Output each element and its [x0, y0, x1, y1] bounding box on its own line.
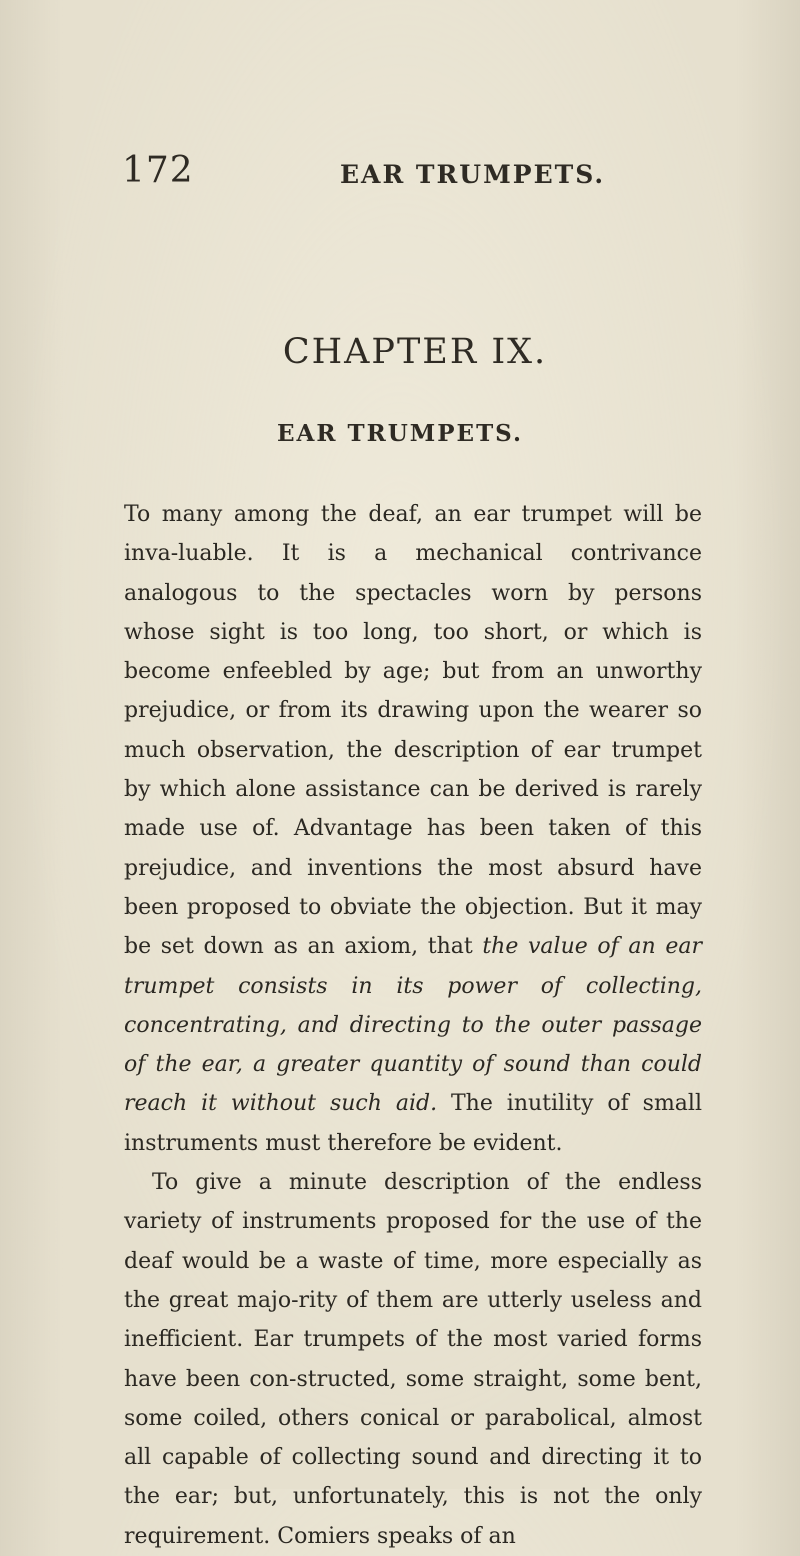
paragraph-1 [124, 495, 702, 1163]
chapter-heading [0, 332, 800, 372]
chapter-title: EAR TRUMPETS. [277, 420, 523, 447]
paragraph-1-conclusion: The inutility of small instruments must therefore be evident. [124, 1091, 702, 1156]
page-number: 172 [122, 150, 194, 191]
chapter-label: CHAPTER IX. [282, 332, 548, 372]
running-head [122, 150, 722, 190]
paragraph-2: To give a minute description of the endless variety of instruments proposed for the use of the deaf would be a waste of time, more especially as the great majo-rity of them are utterly useless and inefficient. Ear trumpets of the most varied forms have been con-structed, some straight, some bent, some coiled, others conical or parabolical, almost all capable of collecting sound and directing it to the ear; but, unfortunately, this is not the only requirement. Comiers speaks of an [124, 1170, 702, 1549]
paragraph-1-italic-axiom: the value of an ear trumpet consists in its power of collecting, concentrating, and directing to the outer passage of the ear, a greater quantity of sound than could reach it without such aid. [124, 934, 702, 1117]
running-title: EAR TRUMPETS. [340, 160, 606, 189]
paragraph-1-text: To many among the deaf, an ear trumpet will be inva-luable. It is a mechanical contrivance analogous to the spectacles worn by persons whose sight is too long, too short, or which is become enfeebled by age; but from an unworthy prejudice, or from its drawing upon the wearer so much observation, the description of ear trumpet by which alone assistance can be derived is rarely made use of. Advantage has been taken of this prejudice, and inventions the most absurd have been proposed to obviate the objection. But it may be set down as an axiom, that [124, 502, 702, 960]
body-text [124, 495, 702, 1556]
